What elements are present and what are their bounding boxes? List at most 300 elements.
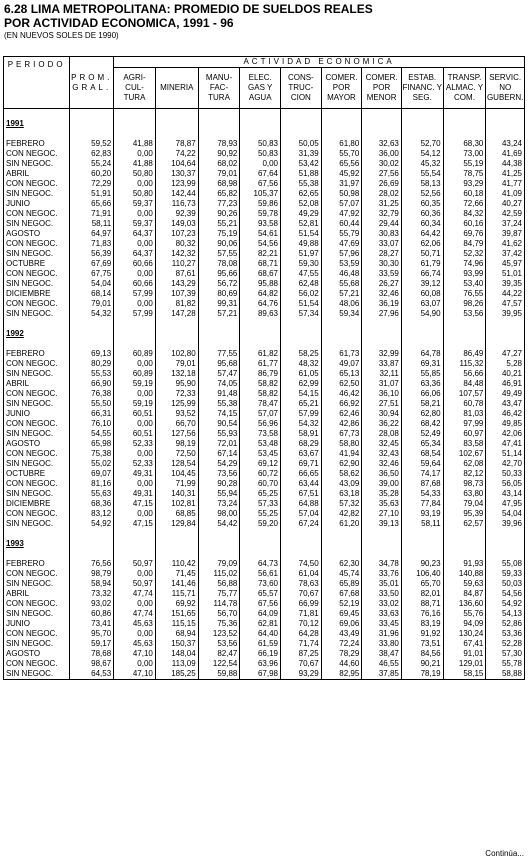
table-cell: 0,00 <box>114 509 156 519</box>
row-label: CON NEGOC. <box>4 449 70 459</box>
table-cell: 95,66 <box>198 269 240 279</box>
table-cell <box>114 109 156 120</box>
table-cell: 68,30 <box>443 139 486 149</box>
table-cell: 86,49 <box>443 349 486 359</box>
table-cell: 0,00 <box>114 269 156 279</box>
table-cell: 5,28 <box>486 359 525 369</box>
table-cell: 41,88 <box>114 139 156 149</box>
table-row <box>4 159 525 169</box>
table-cell: 56,02 <box>281 289 322 299</box>
row-label: SIN NEGOC. <box>4 579 70 589</box>
table-cell: 115,02 <box>198 569 240 579</box>
row-label: SIN NEGOC. <box>4 639 70 649</box>
table-cell: 60,89 <box>114 349 156 359</box>
table-cell <box>486 539 525 549</box>
table-cell: 60,72 <box>240 469 281 479</box>
table-cell: 67,69 <box>70 259 114 269</box>
table-row <box>4 299 525 309</box>
table-cell: 78,47 <box>240 399 281 409</box>
table-cell: 74,22 <box>155 149 198 159</box>
table-cell: 45,63 <box>114 619 156 629</box>
table-cell: 70,67 <box>281 589 322 599</box>
table-cell: 54,56 <box>486 589 525 599</box>
table-cell: 140,88 <box>443 569 486 579</box>
table-cell: 67,14 <box>198 449 240 459</box>
table-cell: 37,85 <box>362 669 402 680</box>
table-cell: 53,40 <box>443 279 486 289</box>
row-label: OCTUBRE <box>4 259 70 269</box>
table-cell: 66,92 <box>321 399 362 409</box>
table-cell: 57,21 <box>198 309 240 319</box>
table-cell: 82,21 <box>240 249 281 259</box>
table-cell: 125,99 <box>155 399 198 409</box>
table-row <box>4 189 525 199</box>
table-cell: 43,14 <box>486 489 525 499</box>
table-cell: 41,88 <box>114 159 156 169</box>
table-cell <box>362 119 402 129</box>
table-cell: 54,33 <box>401 489 443 499</box>
table-cell <box>321 319 362 329</box>
table-cell: 75,19 <box>198 229 240 239</box>
table-cell: 62,81 <box>240 619 281 629</box>
table-cell: 76,16 <box>401 609 443 619</box>
row-label: SIN NEGOC. <box>4 279 70 289</box>
table-cell: 68,71 <box>240 259 281 269</box>
table-cell: 49,31 <box>114 489 156 499</box>
table-cell: 95,90 <box>155 379 198 389</box>
table-cell: 73,00 <box>443 149 486 159</box>
table-cell: 54,42 <box>198 519 240 529</box>
table-cell: 57,21 <box>321 289 362 299</box>
table-cell <box>70 119 114 129</box>
table-cell <box>401 119 443 129</box>
year-row <box>4 539 525 549</box>
table-cell: 0,00 <box>114 209 156 219</box>
table-cell: 90,23 <box>401 559 443 569</box>
table-cell: 78,08 <box>198 259 240 269</box>
table-cell: 44,22 <box>486 289 525 299</box>
row-label: SIN NEGOC. <box>4 429 70 439</box>
table-cell: 78,29 <box>321 649 362 659</box>
table-cell: 132,18 <box>155 369 198 379</box>
table-cell: 55,63 <box>70 489 114 499</box>
table-cell: 130,24 <box>443 629 486 639</box>
table-cell: 64,97 <box>70 229 114 239</box>
table-cell <box>362 319 402 329</box>
table-cell: 73,32 <box>70 589 114 599</box>
table-cell: 71,91 <box>70 209 114 219</box>
table-cell: 68,36 <box>70 499 114 509</box>
table-row <box>4 399 525 409</box>
spacer-row <box>4 129 525 139</box>
table-cell: 59,37 <box>114 199 156 209</box>
table-cell: 58,91 <box>281 429 322 439</box>
table-cell: 63,44 <box>281 479 322 489</box>
table-cell: 114,78 <box>198 599 240 609</box>
table-cell <box>362 129 402 139</box>
table-cell: 54,04 <box>70 279 114 289</box>
table-cell: 63,36 <box>401 379 443 389</box>
table-cell: 59,17 <box>70 639 114 649</box>
table-cell: 98,67 <box>70 659 114 669</box>
row-label: CON NEGOC. <box>4 629 70 639</box>
table-cell: 67,24 <box>281 519 322 529</box>
table-cell: 56,39 <box>70 249 114 259</box>
table-cell: 66,99 <box>281 599 322 609</box>
table-cell: 58,11 <box>401 519 443 529</box>
table-cell: 63,18 <box>321 489 362 499</box>
table-cell: 47,15 <box>114 499 156 509</box>
table-cell: 73,41 <box>70 619 114 629</box>
table-cell: 0,00 <box>114 179 156 189</box>
table-cell: 95,70 <box>70 629 114 639</box>
table-cell: 64,42 <box>401 229 443 239</box>
table-cell: 69,92 <box>155 599 198 609</box>
table-cell: 75,38 <box>70 449 114 459</box>
table-cell: 78,63 <box>281 579 322 589</box>
table-cell: 40,21 <box>486 369 525 379</box>
spacer-row <box>4 339 525 349</box>
table-cell: 72,33 <box>155 389 198 399</box>
row-label: FEBRERO <box>4 139 70 149</box>
table-cell: 64,88 <box>281 499 322 509</box>
table-cell: 69,45 <box>321 609 362 619</box>
table-cell <box>114 339 156 349</box>
table-cell: 39,87 <box>486 229 525 239</box>
table-cell: 59,33 <box>486 569 525 579</box>
table-cell: 150,37 <box>155 639 198 649</box>
table-cell: 0,00 <box>114 599 156 609</box>
table-row <box>4 169 525 179</box>
year-row <box>4 329 525 339</box>
row-label: ABRIL <box>4 379 70 389</box>
table-cell: 53,36 <box>486 629 525 639</box>
table-cell: 59,37 <box>114 219 156 229</box>
table-cell: 81,82 <box>155 299 198 309</box>
table-cell: 89,63 <box>240 309 281 319</box>
table-cell: 62,99 <box>281 379 322 389</box>
table-cell: 83,58 <box>443 439 486 449</box>
table-cell: 52,33 <box>114 459 156 469</box>
table-cell: 46,91 <box>486 379 525 389</box>
table-cell: 45,32 <box>401 159 443 169</box>
table-cell <box>443 329 486 339</box>
page-subtitle: (EN NUEVOS SOLES DE 1990) <box>4 31 119 40</box>
table-cell: 47,27 <box>486 349 525 359</box>
table-row <box>4 479 525 489</box>
table-row <box>4 469 525 479</box>
table-cell: 59,88 <box>198 669 240 680</box>
spacer-row <box>4 529 525 539</box>
row-label: JUNIO <box>4 619 70 629</box>
table-cell <box>443 109 486 120</box>
table-row <box>4 229 525 239</box>
table-cell: 60,66 <box>114 259 156 269</box>
table-cell: 77,55 <box>198 349 240 359</box>
table-cell: 142,32 <box>155 249 198 259</box>
table-cell <box>401 529 443 539</box>
table-row <box>4 439 525 449</box>
table-cell: 63,80 <box>443 489 486 499</box>
row-label: CON NEGOC. <box>4 389 70 399</box>
table-cell: 78,87 <box>155 139 198 149</box>
table-cell: 82,95 <box>321 669 362 680</box>
table-cell: 87,68 <box>401 479 443 489</box>
table-cell: 65,82 <box>198 189 240 199</box>
table-cell: 41,09 <box>486 189 525 199</box>
table-cell: 50,97 <box>114 579 156 589</box>
table-cell: 62,65 <box>281 189 322 199</box>
table-cell: 76,38 <box>70 389 114 399</box>
table-cell: 79,01 <box>70 299 114 309</box>
table-cell: 58,82 <box>240 379 281 389</box>
table-cell: 61,73 <box>321 349 362 359</box>
table-cell: 123,99 <box>155 179 198 189</box>
row-label: FEBRERO <box>4 559 70 569</box>
table-cell: 75,36 <box>198 619 240 629</box>
table-cell: 29,44 <box>362 219 402 229</box>
table-cell: 30,94 <box>362 409 402 419</box>
table-cell <box>281 549 322 559</box>
table-cell <box>443 529 486 539</box>
table-cell: 47,15 <box>114 519 156 529</box>
table-cell: 51,54 <box>281 299 322 309</box>
table-cell <box>321 539 362 549</box>
table-row <box>4 249 525 259</box>
table-cell: 33,63 <box>362 609 402 619</box>
table-cell: 59,52 <box>70 139 114 149</box>
table-cell <box>155 319 198 329</box>
table-row <box>4 259 525 269</box>
column-header-comer-menor: COMER. POR MENOR <box>362 68 402 109</box>
table-cell: 93,52 <box>155 409 198 419</box>
table-cell: 52,08 <box>281 199 322 209</box>
table-cell: 107,23 <box>155 229 198 239</box>
table-cell: 107,57 <box>443 389 486 399</box>
row-label: SIN NEGOC. <box>4 669 70 680</box>
row-label: AGOSTO <box>4 439 70 449</box>
table-cell: 60,18 <box>443 189 486 199</box>
table-cell: 66,19 <box>240 649 281 659</box>
table-cell: 90,54 <box>198 419 240 429</box>
table-cell: 51,54 <box>281 229 322 239</box>
table-cell: 95,39 <box>443 509 486 519</box>
table-cell: 55,94 <box>198 489 240 499</box>
table-cell: 59,30 <box>281 259 322 269</box>
table-cell: 80,69 <box>198 289 240 299</box>
table-cell: 35,01 <box>362 579 402 589</box>
spacer-row <box>4 549 525 559</box>
table-cell: 63,67 <box>281 449 322 459</box>
table-cell: 33,07 <box>362 239 402 249</box>
table-cell: 41,94 <box>321 449 362 459</box>
table-cell: 52,81 <box>281 219 322 229</box>
table-cell: 62,90 <box>321 459 362 469</box>
table-cell: 57,32 <box>321 499 362 509</box>
table-cell <box>281 109 322 120</box>
table-cell: 57,07 <box>240 409 281 419</box>
table-cell: 50,80 <box>114 169 156 179</box>
table-cell: 62,30 <box>321 559 362 569</box>
table-cell <box>240 329 281 339</box>
table-cell: 71,74 <box>281 639 322 649</box>
table-cell <box>321 119 362 129</box>
table-row <box>4 659 525 669</box>
table-cell: 31,25 <box>362 199 402 209</box>
table-cell: 60,44 <box>321 219 362 229</box>
table-cell: 50,80 <box>114 189 156 199</box>
table-cell: 36,00 <box>362 149 402 159</box>
table-cell: 93,19 <box>401 509 443 519</box>
table-cell: 72,66 <box>443 199 486 209</box>
row-label: CON NEGOC. <box>4 269 70 279</box>
table-cell: 46,55 <box>362 659 402 669</box>
table-cell: 69,06 <box>321 619 362 629</box>
table-cell <box>70 529 114 539</box>
table-cell: 0,00 <box>114 299 156 309</box>
row-label: 1992 <box>4 329 70 339</box>
table-cell: 52,70 <box>401 139 443 149</box>
table-cell: 92,39 <box>155 209 198 219</box>
table-cell: 39,12 <box>401 279 443 289</box>
row-label: SIN NEGOC. <box>4 519 70 529</box>
table-cell: 69,71 <box>281 459 322 469</box>
table-cell: 59,20 <box>240 519 281 529</box>
table-cell: 115,15 <box>155 619 198 629</box>
table-cell: 46,42 <box>321 389 362 399</box>
table-cell: 67,41 <box>443 639 486 649</box>
table-cell: 77,23 <box>198 199 240 209</box>
table-cell: 49,85 <box>486 419 525 429</box>
table-cell: 54,32 <box>70 309 114 319</box>
column-header-transp-almac: TRANSP. ALMAC. Y COM. <box>443 68 486 109</box>
table-cell: 68,67 <box>240 269 281 279</box>
table-cell: 57,47 <box>198 369 240 379</box>
table-cell: 73,51 <box>401 639 443 649</box>
table-cell <box>240 109 281 120</box>
table-cell: 78,93 <box>198 139 240 149</box>
table-cell: 97,99 <box>443 419 486 429</box>
table-row <box>4 459 525 469</box>
table-cell <box>240 129 281 139</box>
table-cell <box>114 119 156 129</box>
table-cell: 59,19 <box>114 399 156 409</box>
table-cell: 35,28 <box>362 489 402 499</box>
table-cell: 64,73 <box>240 559 281 569</box>
table-row <box>4 639 525 649</box>
table-cell: 27,96 <box>362 309 402 319</box>
table-row <box>4 419 525 429</box>
table-cell <box>240 319 281 329</box>
table-cell: 90,26 <box>198 209 240 219</box>
table-cell: 54,32 <box>281 419 322 429</box>
table-row <box>4 589 525 599</box>
table-row <box>4 199 525 209</box>
table-cell: 42,59 <box>486 209 525 219</box>
row-label: SIN NEGOC. <box>4 249 70 259</box>
table-cell <box>198 129 240 139</box>
table-cell <box>401 109 443 120</box>
table-row <box>4 489 525 499</box>
row-label: CON NEGOC. <box>4 239 70 249</box>
table-cell: 110,42 <box>155 559 198 569</box>
table-cell: 61,20 <box>321 519 362 529</box>
table-cell: 67,98 <box>240 669 281 680</box>
table-cell: 55,53 <box>70 369 114 379</box>
table-row <box>4 359 525 369</box>
table-cell: 55,38 <box>281 179 322 189</box>
table-cell: 39,13 <box>362 519 402 529</box>
table-cell: 83,19 <box>401 619 443 629</box>
table-cell: 102,80 <box>155 349 198 359</box>
table-cell: 84,56 <box>401 649 443 659</box>
table-cell <box>321 339 362 349</box>
table-cell <box>486 339 525 349</box>
table-cell: 56,96 <box>240 419 281 429</box>
table-cell: 69,13 <box>70 349 114 359</box>
table-cell: 136,60 <box>443 599 486 609</box>
table-cell: 38,47 <box>362 649 402 659</box>
table-cell: 54,04 <box>486 509 525 519</box>
table-cell: 55,25 <box>240 509 281 519</box>
table-cell: 28,27 <box>362 249 402 259</box>
table-cell: 98,73 <box>443 479 486 489</box>
row-label: 1991 <box>4 119 70 129</box>
table-cell <box>198 529 240 539</box>
table-cell: 115,32 <box>443 359 486 369</box>
table-cell <box>486 319 525 329</box>
table-cell: 65,56 <box>321 159 362 169</box>
table-cell: 32,46 <box>362 459 402 469</box>
table-cell: 33,59 <box>362 269 402 279</box>
table-cell: 51,97 <box>281 249 322 259</box>
table-cell <box>70 549 114 559</box>
table-row <box>4 519 525 529</box>
row-label: CON NEGOC. <box>4 359 70 369</box>
table-cell: 76,10 <box>70 419 114 429</box>
table-cell: 51,88 <box>281 169 322 179</box>
table-cell <box>321 329 362 339</box>
table-cell: 129,01 <box>443 659 486 669</box>
table-cell: 84,32 <box>443 209 486 219</box>
table-row <box>4 369 525 379</box>
table-cell: 49,49 <box>486 389 525 399</box>
table-cell: 0,00 <box>114 239 156 249</box>
table-cell: 56,88 <box>198 579 240 589</box>
table-row <box>4 279 525 289</box>
table-cell <box>486 109 525 120</box>
table-cell: 64,09 <box>240 609 281 619</box>
table-cell <box>486 129 525 139</box>
table-cell: 40,27 <box>486 199 525 209</box>
table-cell: 45,92 <box>321 169 362 179</box>
table-cell: 90,06 <box>198 239 240 249</box>
table-cell: 122,54 <box>198 659 240 669</box>
table-cell: 55,38 <box>198 399 240 409</box>
table-cell: 41,77 <box>486 179 525 189</box>
row-label: JUNIO <box>4 199 70 209</box>
table-cell: 64,53 <box>70 669 114 680</box>
table-cell: 73,24 <box>198 499 240 509</box>
table-cell: 60,97 <box>443 429 486 439</box>
table-row <box>4 389 525 399</box>
table-cell: 45,97 <box>486 259 525 269</box>
row-label: CON NEGOC. <box>4 209 70 219</box>
table-cell: 46,42 <box>486 409 525 419</box>
table-cell: 42,86 <box>321 419 362 429</box>
table-cell: 58,25 <box>281 349 322 359</box>
table-row <box>4 379 525 389</box>
